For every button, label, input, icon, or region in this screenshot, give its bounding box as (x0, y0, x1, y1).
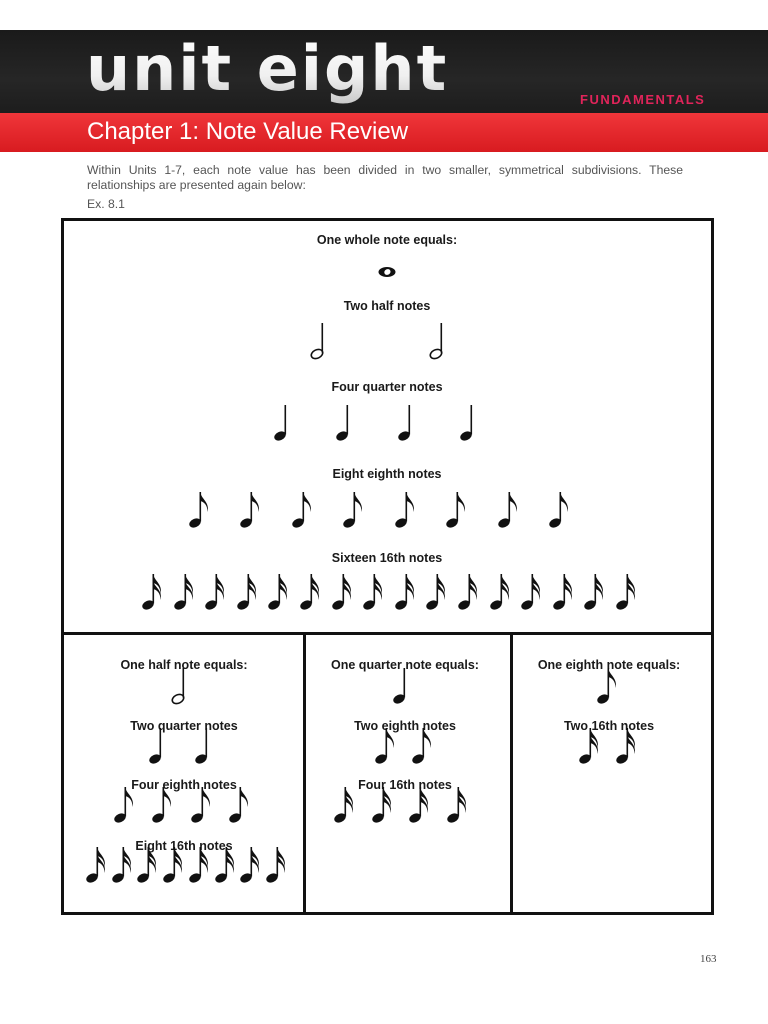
eighth-note-icon (498, 490, 522, 530)
sixteenth-note-icon (142, 572, 166, 612)
eighth-note-icon (114, 785, 138, 825)
sixteenth-note-icon (553, 572, 577, 612)
subdivision-label: Eight 16th notes (135, 839, 233, 853)
whole-note-icon (377, 266, 397, 278)
sixteenth-note-icon (616, 572, 640, 612)
sixteenth-note-icon (332, 572, 356, 612)
sixteenth-note-icon (363, 572, 387, 612)
unit-title: unit eight (86, 30, 448, 113)
sixteenth-note-icon (579, 726, 603, 766)
subdivision-label: Two half notes (343, 299, 431, 313)
subdivision-label: One whole note equals: (316, 233, 458, 247)
sixteenth-note-icon (137, 845, 161, 885)
sixteenth-note-icon (409, 785, 433, 825)
eighth-note-icon (375, 726, 399, 766)
eighth-note-icon (395, 490, 419, 530)
quarter-note-panel (306, 635, 513, 912)
sixteenth-note-icon (86, 845, 110, 885)
eighth-note-panel (513, 635, 711, 912)
quarter-note-icon (460, 403, 484, 443)
eighth-note-icon (152, 785, 176, 825)
sixteenth-note-icon (521, 572, 545, 612)
sixteenth-note-icon (616, 726, 640, 766)
eighth-note-icon (191, 785, 215, 825)
quarter-note-icon (274, 403, 298, 443)
half-note-icon (172, 666, 196, 706)
sixteenth-note-icon (205, 572, 229, 612)
sixteenth-note-icon (458, 572, 482, 612)
quarter-note-icon (336, 403, 360, 443)
subdivision-label: Eight eighth notes (332, 467, 442, 481)
note-value-figure (61, 218, 714, 915)
main-subdivision-panel (64, 221, 711, 635)
sixteenth-note-icon (584, 572, 608, 612)
sixteenth-note-icon (189, 845, 213, 885)
eighth-note-icon (412, 726, 436, 766)
sixteenth-note-icon (490, 572, 514, 612)
intro-paragraph: Within Units 1-7, each note value has been divided in two smaller, symmetrical subdivisions. These relationships are presented again below: (87, 163, 683, 192)
sixteenth-note-icon (112, 845, 136, 885)
subdivision-label: Four eighth notes (131, 778, 237, 792)
section-label: FUNDAMENTALS (580, 92, 706, 107)
eighth-note-icon (189, 490, 213, 530)
sixteenth-note-icon (395, 572, 419, 612)
sixteenth-note-icon (266, 845, 290, 885)
quarter-note-icon (195, 726, 219, 766)
sixteenth-note-icon (426, 572, 450, 612)
sixteenth-note-icon (237, 572, 261, 612)
sixteenth-note-icon (163, 845, 187, 885)
subdivision-label: Four 16th notes (358, 778, 452, 792)
sixteenth-note-icon (372, 785, 396, 825)
sixteenth-note-icon (215, 845, 239, 885)
half-note-panel (64, 635, 306, 912)
eighth-note-icon (549, 490, 573, 530)
subdivision-label: One eighth note equals: (537, 658, 681, 672)
half-note-icon (430, 321, 454, 361)
quarter-note-icon (149, 726, 173, 766)
sixteenth-note-icon (447, 785, 471, 825)
subdivision-label: Two quarter notes (130, 719, 238, 733)
eighth-note-icon (292, 490, 316, 530)
sixteenth-note-icon (240, 845, 264, 885)
eighth-note-icon (597, 666, 621, 706)
half-note-icon (311, 321, 335, 361)
sixteenth-note-icon (300, 572, 324, 612)
subdivision-label: One quarter note equals: (331, 658, 479, 672)
subdivision-label: Two 16th notes (563, 719, 655, 733)
sixteenth-note-icon (268, 572, 292, 612)
subdivision-label: Sixteen 16th notes (331, 551, 443, 565)
eighth-note-icon (446, 490, 470, 530)
example-label: Ex. 8.1 (87, 197, 125, 211)
sixteenth-note-icon (334, 785, 358, 825)
eighth-note-icon (343, 490, 367, 530)
eighth-note-icon (240, 490, 264, 530)
quarter-note-icon (393, 666, 417, 706)
subdivision-label: One half note equals: (120, 658, 248, 672)
subdivision-label: Two eighth notes (354, 719, 456, 733)
page-number: 163 (700, 953, 717, 965)
sixteenth-note-icon (174, 572, 198, 612)
chapter-title: Chapter 1: Note Value Review (87, 118, 409, 145)
eighth-note-icon (229, 785, 253, 825)
quarter-note-icon (398, 403, 422, 443)
subdivision-label: Four quarter notes (331, 380, 443, 394)
page-top-margin (0, 0, 768, 30)
